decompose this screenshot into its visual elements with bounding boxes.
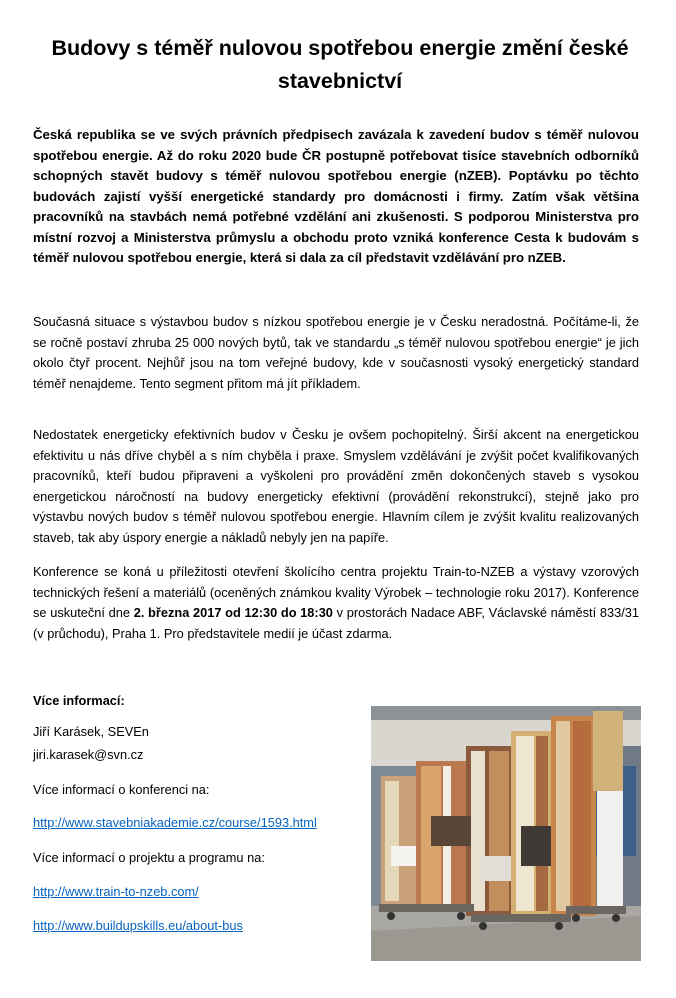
construction-exhibit-photo (371, 706, 641, 961)
conference-link[interactable]: http://www.stavebniakademie.cz/course/1593.html (33, 815, 317, 830)
project-info-label: Více informací o projektu a programu na: (33, 850, 265, 865)
contact-name: Jiří Karásek, SEVEn (33, 724, 149, 739)
paragraph-3-text-start: Konference se koná u příležitosti otevření školícího centra projektu Train-to-NZEB a výstavy vzorových technických řešení a materiálů (oceněných známkou kvality Výrobek – technologie roku 2017). Konference se uskuteční dne (33, 564, 639, 620)
paragraph-3-text-end: v prostorách Nadace ABF, Václavské náměstí 833/31 (v průchodu), Praha 1. Pro představitele medií je účast zdarma. (33, 605, 639, 641)
lead-paragraph: Česká republika se ve svých právních předpisech zavázala k zavedení budov s téměř nulovou spotřebou energie. Až do roku 2020 bude ČR postupně potřebovat tisíce stavebních odborníků schopných stavět budovy s téměř nulovou spotřebou energie (nZEB). Poptávku po těchto budovách zajistí vyšší energetické standardy pro domácnosti i firmy. Zatím však většina pracovníků na stavbách nemá potřebné vzdělání ani zkušenosti. S podporou Ministerstva pro místní rozvoj a Ministerstva průmyslu a obchodu proto vzniká konference Cesta k budovám s téměř nulovou spotřebou energie, která si dala za cíl představit vzdělávání pro nZEB. (33, 127, 639, 265)
project-link-line (33, 883, 199, 901)
body-paragraph-3 (33, 562, 639, 644)
more-info-heading: Více informací: (33, 693, 125, 708)
project-link[interactable]: http://www.train-to-nzeb.com/ (33, 884, 199, 899)
bus-link-line (33, 917, 243, 935)
bus-link[interactable]: http://www.buildupskills.eu/about-bus (33, 918, 243, 933)
conference-link-line (33, 814, 317, 832)
page-title: Budovy s téměř nulovou spotřebou energie změní české stavebnictví (51, 36, 629, 93)
body-paragraph-1: Současná situace s výstavbou budov s nízkou spotřebou energie je v Česku neradostná. Počítáme-li, že se ročně postaví zhruba 25 000 nových bytů, tak ve standardu „s téměř nulovou spotřebou energie“ je jich okolo čtyř procent. Nejhůř jsou na tom veřejné budovy, kde v současnosti vysoký energetický standard téměř nenajdeme. Tento segment přitom má jít příkladem. (33, 314, 639, 391)
contact-email: jiri.karasek@svn.cz (33, 747, 144, 762)
conference-info-label: Více informací o konferenci na: (33, 782, 210, 797)
body-paragraph-2: Nedostatek energeticky efektivních budov v Česku je ovšem pochopitelný. Širší akcent na energetickou efektivitu u nás dříve chyběl a s ním chyběla i praxe. Smyslem vzdělávání je zvýšit počet kvalifikovaných pracovníků, kteří budou připraveni a vyškoleni pro provádění změn dokončených staveb s vysokou energetickou náročností na budovy energeticky efektivní (provádění rekonstrukcí), stejně jako pro výstavbu nových budov s téměř nulovou spotřebou energie. Hlavním cílem je zvýšit kvalitu realizovaných staveb, tak aby úspory energie a nákladů nebyly jen na papíře. (33, 427, 639, 545)
conference-date: 2. března 2017 od 12:30 do 18:30 (133, 605, 333, 620)
